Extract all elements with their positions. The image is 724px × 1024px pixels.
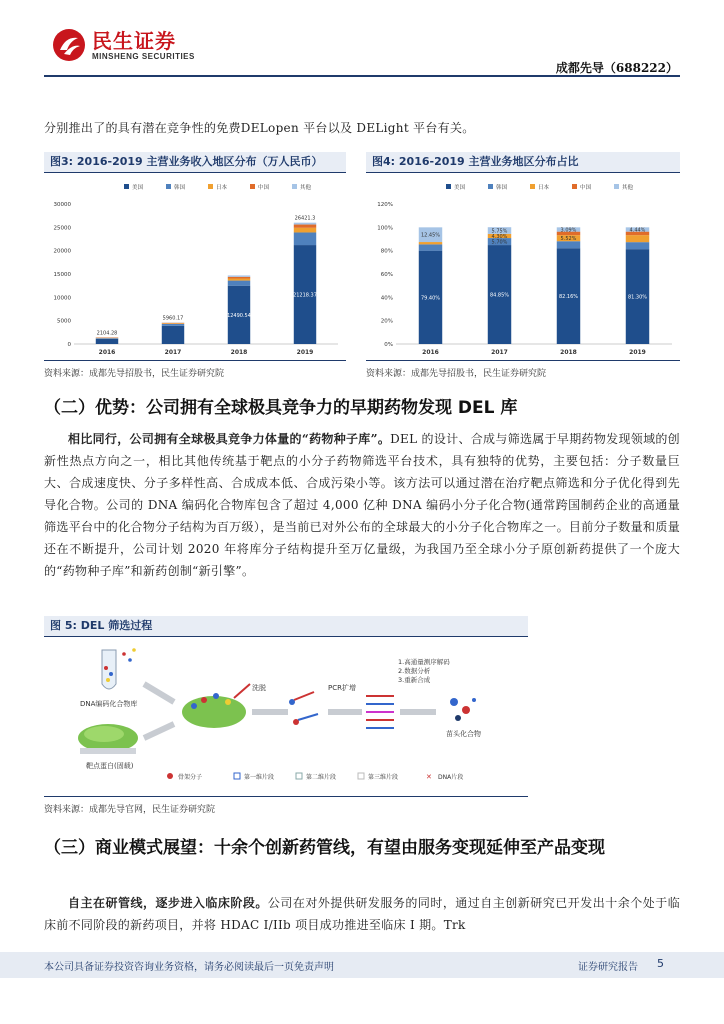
y-tick-label: 0% [384, 342, 393, 348]
company-ticker: 成都先导（688222） [555, 61, 678, 75]
total-label: 2104.28 [96, 330, 118, 337]
eluted-compounds-icon [289, 692, 318, 725]
legend-label: 韩国 [496, 185, 508, 191]
legend-label: 日本 [538, 185, 550, 191]
section3-heading: （三）商业模式展望：十余个创新药管线，有望由服务变现延伸至产品变现 [44, 838, 605, 858]
bar-segment [419, 244, 442, 250]
bar-segment [557, 241, 580, 248]
data-label: 81.30% [627, 294, 648, 301]
bar-segment [162, 326, 184, 344]
step-1: 1.高通量测序解码 [398, 658, 450, 666]
x-tick-label: 2018 [560, 349, 577, 356]
footer-report-type: 证券研究报告 [578, 962, 638, 973]
figure4-source: 资料来源：成都先导招股书，民生证券研究院 [366, 369, 547, 379]
figure3-title [44, 152, 346, 172]
data-label: 12490.54 [227, 312, 251, 319]
footer-disclaimer: 本公司具备证券投资咨询业务资格，请务必阅读最后一页免责声明 [44, 962, 334, 973]
x-tick-label: 2016 [422, 349, 439, 356]
bar-segment [626, 242, 649, 249]
data-label: 4.30% [491, 233, 508, 240]
step-2: 2.数据分析 [398, 667, 431, 675]
legend-label: 美国 [454, 185, 466, 191]
intro-paragraph: 分别推出了的具有潜在竞争性的免费DELopen 平台以及 DELight 平台有关。 [44, 121, 475, 135]
section2-lead: 相比同行，公司拥有全球极具竞争力体量的“药物种子库”。 [68, 432, 391, 446]
target-protein-icon [78, 724, 138, 754]
y-tick-label: 60% [380, 272, 393, 278]
data-label: 4.44% [629, 227, 646, 234]
figure4-rule [366, 172, 680, 173]
legend-label: 中国 [258, 185, 270, 191]
legend-swatch [530, 184, 535, 189]
target-label: 靶点蛋白(固载) [86, 762, 134, 770]
total-label: 26421.3 [294, 215, 316, 222]
x-tick-label: 2017 [491, 349, 508, 356]
amplified-dna-icon [366, 696, 394, 728]
y-tick-label: 20000 [53, 248, 71, 255]
data-label: 84.85% [489, 292, 510, 299]
legend-label: 韩国 [174, 185, 186, 191]
legend-swatch [572, 184, 577, 189]
minsheng-logo-icon [52, 28, 86, 62]
data-label: 5.75% [491, 228, 508, 235]
x-tick-label: 2019 [629, 349, 646, 356]
figure4-chart [366, 176, 680, 360]
data-label: 79.40% [420, 295, 441, 302]
y-tick-label: 30000 [53, 202, 71, 208]
x-tick-label: 2017 [164, 349, 182, 356]
total-label: 5960.17 [162, 315, 184, 322]
figure3-bottom-rule [44, 360, 346, 361]
result-label: 苗头化合物 [446, 730, 481, 738]
data-label: 3.09% [560, 227, 577, 234]
legend-swatch [208, 184, 213, 189]
y-tick-label: 5000 [57, 318, 71, 325]
bar-segment [96, 339, 118, 344]
section2-paragraph [44, 428, 680, 582]
figure4-caption: 2016-2019 主营业务地区分布占比 [398, 155, 579, 168]
legend-swatch [488, 184, 493, 189]
section2-heading: （二）优势：公司拥有全球极具竞争力的早期药物发现 DEL 库 [44, 398, 518, 418]
figure4-label: 图4: [372, 155, 396, 168]
legend-second-dimension: 第二维片段 [306, 774, 337, 781]
legend-scaffold: 骨架分子 [178, 774, 203, 781]
bar-segment [162, 323, 184, 324]
x-tick-label: 2018 [230, 349, 248, 356]
legend-swatch [124, 184, 129, 189]
data-label: 12.45% [420, 232, 441, 239]
logo-en-text: MINSHENG SECURITIES [92, 51, 195, 61]
header-divider [44, 75, 680, 77]
legend-label: 日本 [216, 185, 228, 191]
y-tick-label: 25000 [53, 225, 71, 232]
figure5-title: 图 5: DEL 筛选过程 [44, 616, 528, 636]
arrow-icon [144, 724, 174, 738]
figure5-rule [44, 636, 528, 637]
x-tick-label: 2016 [98, 349, 116, 356]
figure5-source: 资料来源：成都先导官网，民生证券研究院 [44, 805, 216, 815]
diagram-legend [167, 773, 463, 781]
y-tick-label: 15000 [53, 272, 71, 278]
legend-dna: DNA片段 [438, 774, 464, 781]
legend-swatch [446, 184, 451, 189]
legend-swatch [250, 184, 255, 189]
y-tick-label: 0 [67, 342, 71, 348]
y-tick-label: 120% [377, 202, 393, 208]
data-label: 5.52% [560, 236, 577, 243]
tube-icon [102, 648, 136, 689]
y-tick-label: 20% [380, 318, 393, 325]
y-tick-label: 40% [380, 295, 393, 302]
figure3-rule [44, 172, 346, 173]
bar-segment [294, 225, 316, 228]
legend-swatch [166, 184, 171, 189]
del-screening-diagram [44, 640, 528, 792]
page-footer [0, 952, 724, 978]
arrow-icon [144, 684, 174, 702]
legend-label: 中国 [580, 185, 592, 191]
y-tick-label: 80% [380, 248, 393, 255]
section3-lead: 自主在研管线，逐步进入临床阶段。 [68, 896, 268, 910]
bar-segment [162, 324, 184, 326]
legend-label: 美国 [132, 185, 144, 191]
company-logo [52, 28, 195, 62]
legend-label: 其他 [300, 185, 312, 191]
bar-segment [228, 277, 250, 279]
bound-complex-icon [182, 684, 250, 728]
bar-segment [626, 235, 649, 242]
library-label: DNA编码化合物库 [80, 700, 138, 708]
legend-first-dimension: 第一维片段 [244, 774, 275, 781]
x-tick-label: 2019 [296, 349, 314, 356]
y-tick-label: 100% [377, 225, 393, 232]
section3-body: 公司在对外提供研发服务的同时，通过自主创新研究已开发出十余个处于临床前不同阶段的新药项目，并将 HDAC I/IIb 项目成功推进至临床 I 期。Trk [44, 896, 680, 932]
page-header [0, 0, 724, 80]
data-label: 5.70% [491, 239, 508, 246]
figure3-label: 图3: [50, 155, 74, 168]
data-label: 82.16% [558, 294, 579, 301]
y-tick-label: 10000 [53, 295, 71, 302]
figure3-source: 资料来源：成都先导招股书，民生证券研究院 [44, 369, 225, 379]
bar-segment [228, 275, 250, 276]
bar-segment [294, 223, 316, 225]
bar-segment [294, 232, 316, 245]
hit-compounds-icon [450, 698, 476, 721]
legend-third-dimension: 第三维片段 [368, 774, 399, 781]
section3-paragraph [44, 892, 680, 936]
figure4-title [366, 152, 680, 172]
bar-segment [294, 228, 316, 233]
dna-icon: ✕ [426, 773, 432, 781]
section2-body: DEL 的设计、合成与筛选属于早期药物发现领域的创新性热点方向之一，相比其他传统基于靶点的小分子药物筛选平台技术，具有独特的优势，主要包括：分子数量巨大、合成速度快、分子多样性高、合成成本低、合成污染小等。该方法可以通过潜在治疗靶点筛选和分子优化得到先导化合物。公司的 DNA 编码化合物库包含了超过 4,000 亿种 DNA 编码小分子化合物(通常跨国制药企业的高通量筛选平台中的化合物分子结构为百万级），是当前已对外公布的全球最大的小分子化合物库之一。目前分子数量和质量还在不断提升，公司计划 2020 年将库分子结构提升至万亿量级，为我国乃至全球小分子原创新药提供了一个庞大的“药物种子库”和新药创制“新引擎”。 [44, 432, 680, 578]
legend-label: 其他 [622, 185, 634, 191]
wash-label: 洗脱 [252, 684, 266, 692]
logo-cn-text: 民生证券 [92, 28, 176, 53]
step-3: 3.重新合成 [398, 676, 431, 684]
legend-swatch [614, 184, 619, 189]
bar-segment [228, 281, 250, 286]
figure5-bottom-rule [44, 796, 528, 797]
data-label: 21218.37 [293, 292, 317, 299]
figure3-caption: 2016-2019 主营业务收入地区分布（万人民币） [76, 155, 323, 168]
bar-segment [96, 338, 118, 339]
figure4-bottom-rule [366, 360, 680, 361]
bar-segment [419, 242, 442, 244]
figure3-chart [44, 176, 346, 360]
page-number: 5 [657, 957, 664, 970]
pcr-label: PCR扩增 [328, 684, 356, 692]
legend-swatch [292, 184, 297, 189]
bar-segment [228, 278, 250, 280]
